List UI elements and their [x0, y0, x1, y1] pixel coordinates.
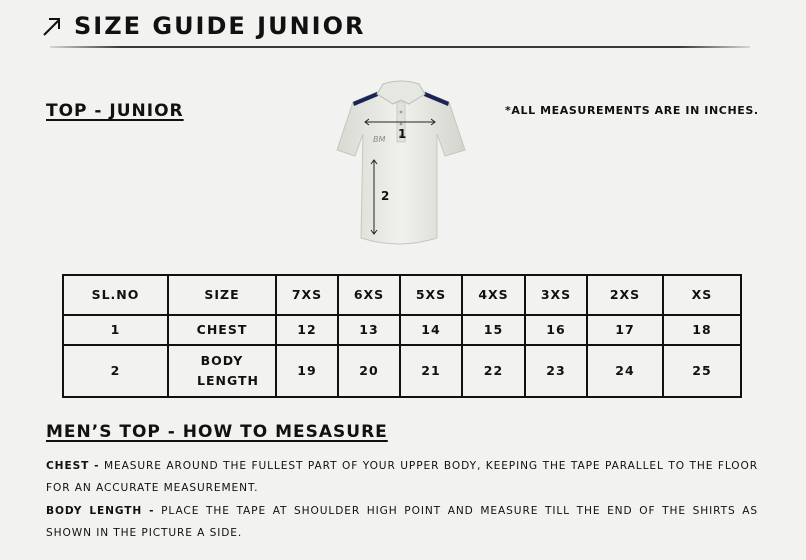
- table-cell: 2: [63, 345, 168, 397]
- table-cell: 18: [663, 315, 741, 345]
- brand-mark: BM: [373, 135, 386, 144]
- table-cell: 13: [338, 315, 400, 345]
- table-cell: 12: [276, 315, 338, 345]
- title-row: [40, 10, 365, 42]
- table-header-cell: XS: [663, 275, 741, 315]
- arrow-up-right-icon: [40, 14, 64, 38]
- table-cell: BODY LENGTH: [168, 345, 276, 397]
- table-cell: 17: [587, 315, 663, 345]
- section-heading-how-to-measure: MEN’S TOP - HOW TO MESASURE: [46, 422, 388, 442]
- table-cell: 25: [663, 345, 741, 397]
- table-cell: 22: [462, 345, 525, 397]
- measure-1-label: 1: [398, 127, 407, 141]
- measure-2-label: 2: [381, 189, 390, 203]
- table-header-cell: 6XS: [338, 275, 400, 315]
- title-divider: [50, 46, 750, 48]
- table-row: [63, 345, 741, 397]
- table-cell: 1: [63, 315, 168, 345]
- page-title: SIZE GUIDE JUNIOR: [74, 12, 366, 40]
- table-cell: 20: [338, 345, 400, 397]
- chest-instruction: [46, 455, 758, 499]
- table-cell: 23: [525, 345, 587, 397]
- table-cell: 16: [525, 315, 587, 345]
- table-cell: 14: [400, 315, 462, 345]
- table-header-cell: 7XS: [276, 275, 338, 315]
- body-length-label: BODY LENGTH -: [46, 505, 155, 517]
- polo-shirt-icon: [333, 78, 469, 252]
- body-length-instruction: [46, 500, 758, 544]
- table-header-cell: SL.NO: [63, 275, 168, 315]
- chest-text: MEASURE AROUND THE FULLEST PART OF YOUR UPPER BODY, KEEPING THE TAPE PARALLEL TO THE FLOOR FOR AN ACCURATE MEASUREMENT.: [46, 460, 758, 494]
- table-header-cell: 5XS: [400, 275, 462, 315]
- table-cell: 21: [400, 345, 462, 397]
- section-heading-top-junior: TOP - JUNIOR: [46, 101, 184, 121]
- body-length-text: PLACE THE TAPE AT SHOULDER HIGH POINT AND MEASURE TILL THE END OF THE SHIRTS AS SHOWN IN THE PICTURE A SIDE.: [46, 505, 758, 539]
- table-row: [63, 315, 741, 345]
- table-header-row: [63, 275, 741, 315]
- table-header-cell: 2XS: [587, 275, 663, 315]
- table-cell: 24: [587, 345, 663, 397]
- table-header-cell: 4XS: [462, 275, 525, 315]
- table-cell: 15: [462, 315, 525, 345]
- size-table: [62, 274, 742, 398]
- measurement-note: *ALL MEASUREMENTS ARE IN INCHES.: [505, 104, 759, 117]
- table-header-cell: 3XS: [525, 275, 587, 315]
- table-header-cell: SIZE: [168, 275, 276, 315]
- chest-label: CHEST -: [46, 460, 100, 472]
- table-cell: CHEST: [168, 315, 276, 345]
- table-cell: 19: [276, 345, 338, 397]
